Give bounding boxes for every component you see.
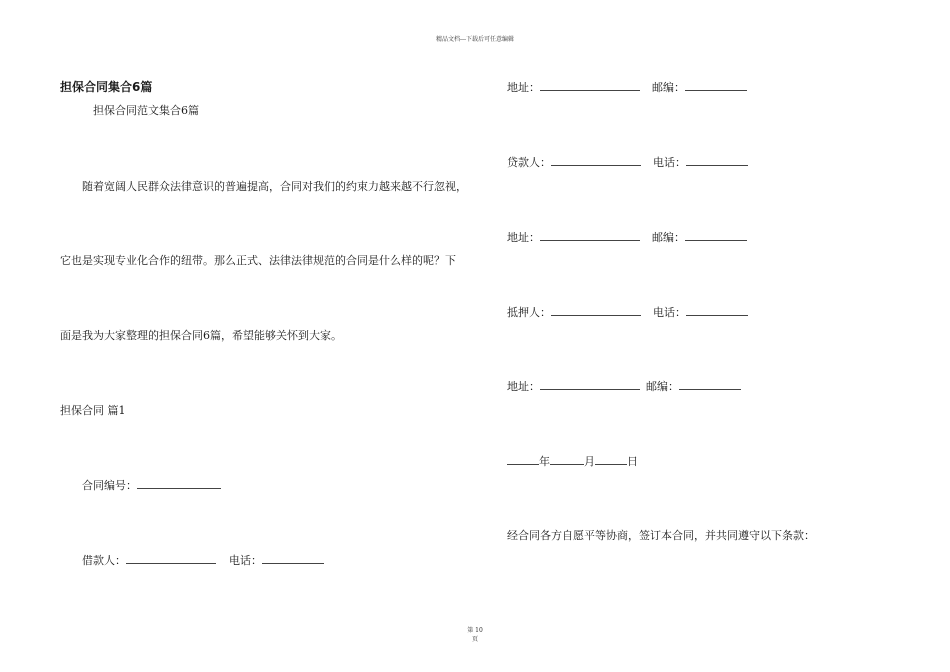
borrower-row — [82, 553, 324, 568]
mortgagor-row — [507, 305, 748, 320]
address-label-2: 地址： — [507, 231, 540, 244]
mortgagor-phone-label: 电话： — [653, 306, 686, 319]
borrower-phone-blank — [262, 553, 324, 564]
address-blank-2 — [540, 230, 640, 241]
date-row — [507, 454, 638, 469]
month-label: 月 — [584, 455, 595, 468]
address-label-3: 地址： — [507, 380, 540, 393]
postcode-label-2: 邮编： — [652, 231, 685, 244]
postcode-blank-2 — [685, 230, 747, 241]
lender-label: 贷款人： — [507, 156, 551, 169]
lender-row — [507, 155, 748, 170]
postcode-blank-3 — [679, 379, 741, 390]
page-number-bottom: 页 — [471, 636, 478, 643]
address-row-1 — [507, 80, 747, 95]
address-label-1: 地址： — [507, 81, 540, 94]
year-label: 年 — [539, 455, 550, 468]
address-row-2 — [507, 230, 747, 245]
borrower-label: 借款人： — [82, 554, 126, 567]
contract-number-row — [82, 478, 221, 493]
intro-paragraph-line-2: 它也是实现专业化合作的纽带。那么正式、法律法律规范的合同是什么样的呢？下 — [60, 254, 456, 267]
postcode-label-3: 邮编： — [646, 380, 679, 393]
lender-phone-label: 电话： — [653, 156, 686, 169]
document-title: 担保合同集合6篇 — [60, 80, 153, 94]
postcode-label-1: 邮编： — [652, 81, 685, 94]
contract-number-blank — [137, 478, 221, 489]
mortgagor-phone-blank — [686, 305, 748, 316]
day-label: 日 — [627, 455, 638, 468]
address-blank-1 — [540, 80, 640, 91]
agreement-statement: 经合同各方自愿平等协商，签订本合同，并共同遵守以下条款： — [507, 529, 815, 542]
page-header: 精品文档---下载后可任意编辑 — [435, 36, 515, 43]
year-blank — [507, 454, 539, 465]
document-subtitle: 担保合同范文集合6篇 — [93, 104, 199, 117]
intro-paragraph-line-3: 面是我为大家整理的担保合同6篇，希望能够关怀到大家。 — [60, 329, 342, 342]
page-number-top: 第 10 — [467, 627, 483, 634]
day-blank — [595, 454, 627, 465]
lender-phone-blank — [686, 155, 748, 166]
borrower-phone-label: 电话： — [229, 554, 262, 567]
mortgagor-label: 抵押人： — [507, 306, 551, 319]
borrower-blank — [126, 553, 216, 564]
postcode-blank-1 — [685, 80, 747, 91]
contract-number-label: 合同编号： — [82, 479, 137, 492]
mortgagor-blank — [551, 305, 641, 316]
address-row-3 — [507, 379, 741, 394]
address-blank-3 — [540, 379, 640, 390]
month-blank — [550, 454, 584, 465]
intro-paragraph-line-1: 随着宽阔人民群众法律意识的普遍提高，合同对我们的约束力越来越不行忽视， — [82, 180, 467, 193]
section-heading: 担保合同 篇1 — [60, 404, 126, 417]
lender-blank — [551, 155, 641, 166]
